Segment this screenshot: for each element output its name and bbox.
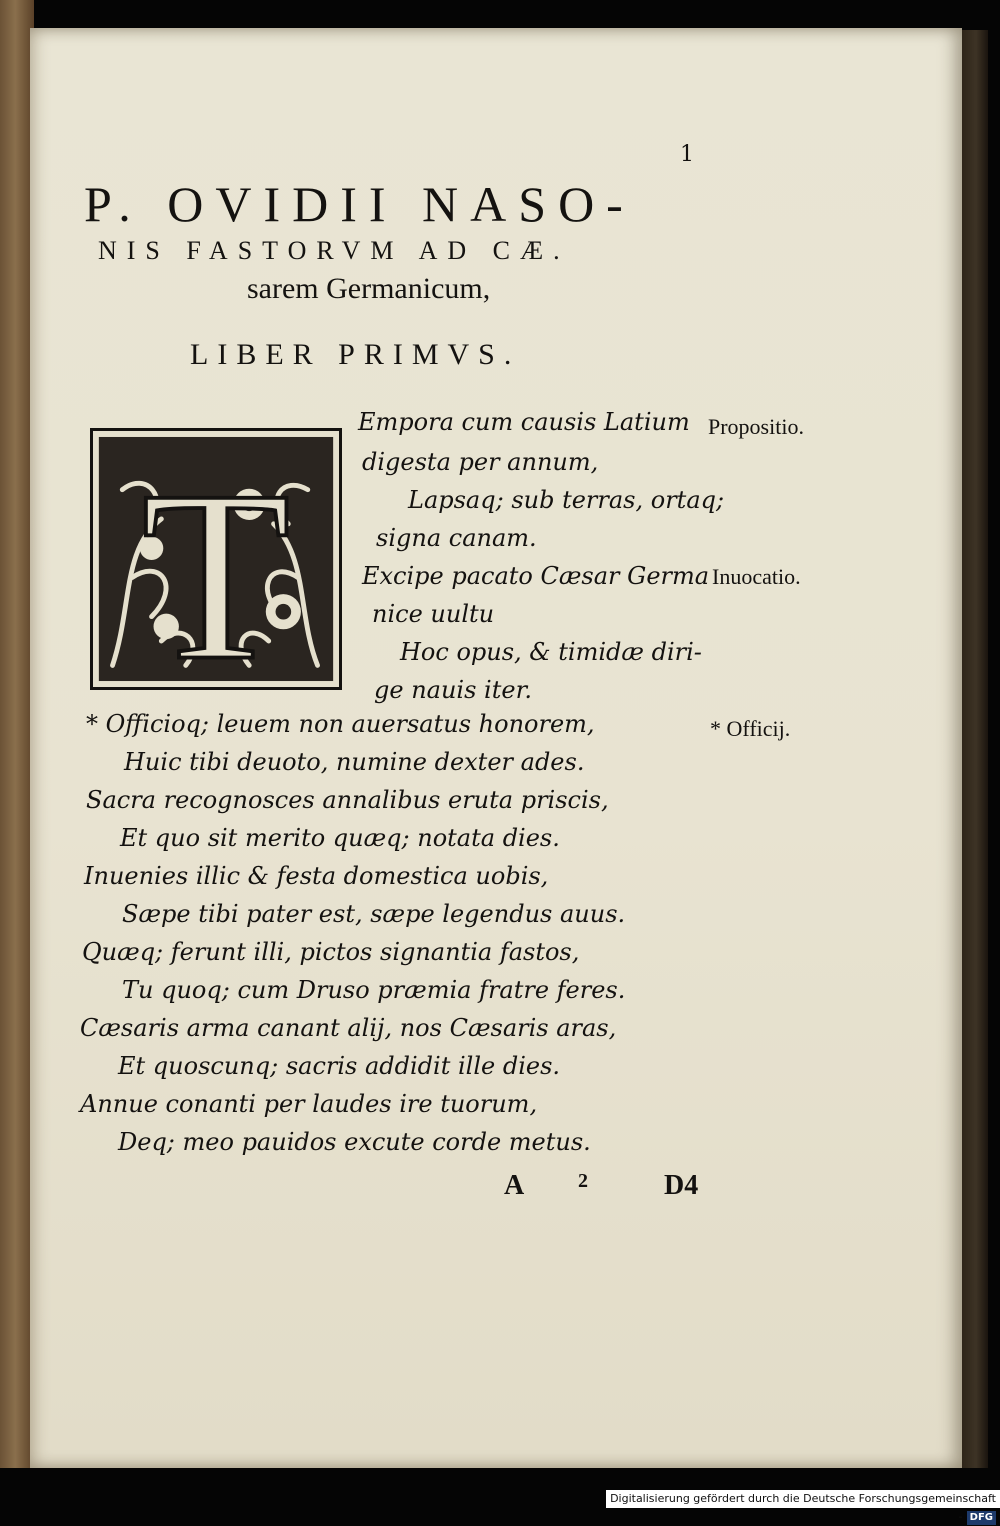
verse-line: digesta per annum, bbox=[362, 448, 599, 476]
foliage-ornament-icon bbox=[93, 431, 339, 687]
marginal-note-inuocatio: Inuocatio. bbox=[712, 564, 801, 589]
verse-line: Huic tibi deuoto, numine dexter ades. bbox=[124, 748, 585, 776]
dfg-logo: DFG bbox=[967, 1511, 996, 1525]
page-number: 1 bbox=[680, 142, 694, 167]
initial-letter-glyph: T bbox=[141, 440, 291, 687]
verse-line: Et quoscunq; sacris addidit ille dies. bbox=[118, 1052, 561, 1080]
decorated-initial-letter bbox=[90, 428, 342, 690]
title-line-3: sarem Germanicum, bbox=[247, 272, 491, 305]
book-heading: LIBER PRIMVS. bbox=[190, 338, 521, 371]
credit-text: Digitalisierung gefördert durch die Deutsche Forschungsgemeinschaft - bbox=[610, 1492, 996, 1523]
marginal-note-propositio: Propositio. bbox=[708, 414, 804, 439]
next-page-edge bbox=[958, 30, 988, 1470]
verse-line: Lapsaq; sub terras, ortaq; bbox=[408, 486, 725, 514]
catchword: D4 bbox=[664, 1170, 699, 1201]
verse-line: Hoc opus, & timidæ diri- bbox=[400, 638, 702, 666]
verse-line: Annue conanti per laudes ire tuorum, bbox=[80, 1090, 538, 1118]
digitization-credit bbox=[606, 1490, 1000, 1523]
verse-line: ge nauis iter. bbox=[374, 676, 533, 704]
verse-line: signa canam. bbox=[376, 524, 537, 552]
verse-line: * Officioq; leuem non auersatus honorem, bbox=[86, 710, 595, 738]
signature-mark-number: 2 bbox=[578, 1170, 588, 1192]
verse-line: Cæsaris arma canant alij, nos Cæsaris aras, bbox=[80, 1014, 617, 1042]
book-spine-edge bbox=[0, 0, 34, 1470]
title-line-2: NIS FASTORVM AD CÆ. bbox=[98, 236, 570, 265]
marginal-note-officij: * Officij. bbox=[710, 716, 791, 741]
verse-line: Deq; meo pauidos excute corde metus. bbox=[118, 1128, 591, 1156]
title-line-1: P. OVIDII NASO- bbox=[84, 176, 635, 232]
verse-line: Inuenies illic & festa domestica uobis, bbox=[84, 862, 549, 890]
verse-line: Et quo sit merito quæq; notata dies. bbox=[120, 824, 560, 852]
verse-line: Excipe pacato Cæsar Germa bbox=[362, 562, 710, 590]
verse-line: Sacra recognosces annalibus eruta priscis, bbox=[86, 786, 609, 814]
verse-line: Sæpe tibi pater est, sæpe legendus auus. bbox=[122, 900, 626, 928]
verse-line: Empora cum causis Latium bbox=[358, 408, 690, 436]
verse-line: Tu quoq; cum Druso præmia fratre feres. bbox=[122, 976, 626, 1004]
verse-line: nice uultu bbox=[372, 600, 495, 628]
verse-line: Quæq; ferunt illi, pictos signantia fastos, bbox=[82, 938, 580, 966]
signature-mark-a: A bbox=[504, 1170, 525, 1201]
